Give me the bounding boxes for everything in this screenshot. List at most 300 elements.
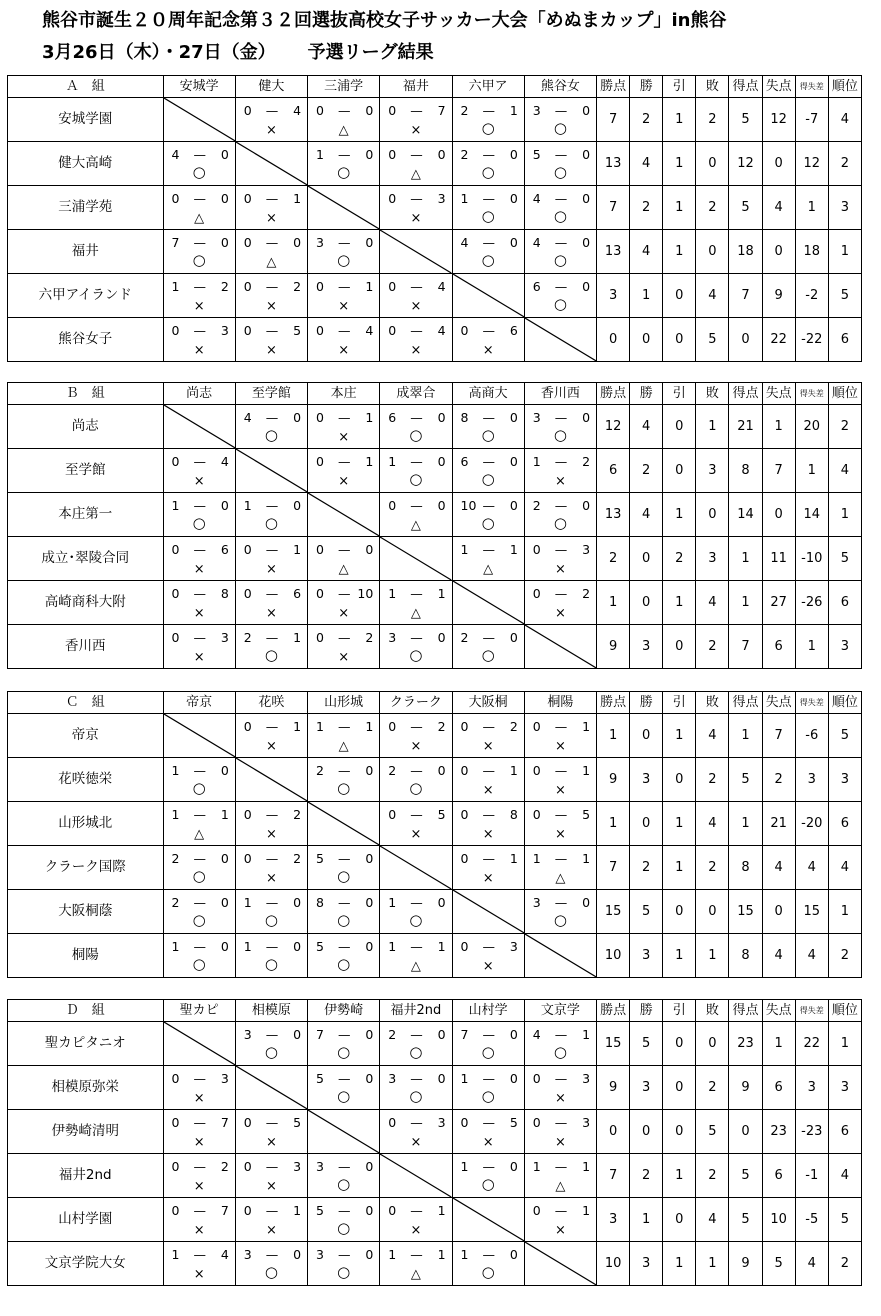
goals-for: 6 xyxy=(388,409,397,425)
result-mark: ○ xyxy=(553,118,567,137)
goals-against: 0 xyxy=(582,234,591,250)
score xyxy=(236,1112,307,1152)
score-dash: — xyxy=(265,409,279,425)
diagonal-line xyxy=(308,186,379,229)
score xyxy=(453,804,524,844)
score-dash: — xyxy=(410,1026,423,1042)
goals-against: 0 xyxy=(509,190,518,206)
goals-for: 0 xyxy=(316,278,324,294)
goals-against: 0 xyxy=(437,1026,446,1042)
table-row xyxy=(8,1154,862,1198)
score-dash: — xyxy=(338,585,351,601)
goals-for: 0 xyxy=(243,234,252,250)
self-match-cell xyxy=(452,274,524,318)
score xyxy=(308,539,379,579)
goals-for: 0 xyxy=(460,1114,469,1130)
goals-against: 1 xyxy=(293,190,302,206)
stat-value: 9 xyxy=(597,1066,630,1110)
score xyxy=(236,1244,307,1284)
stat-value: 3 xyxy=(828,625,861,669)
stat-value: 2 xyxy=(828,405,861,449)
team-name: 福井2nd xyxy=(8,1154,164,1198)
stat-value: 12 xyxy=(795,142,828,186)
match-result-cell xyxy=(163,1154,235,1198)
goals-against: 1 xyxy=(582,762,591,778)
diagonal-line xyxy=(308,1110,379,1153)
score-dash: — xyxy=(410,322,423,338)
match-result-cell xyxy=(235,846,307,890)
stat-value: 20 xyxy=(795,405,828,449)
result-mark: × xyxy=(410,122,422,138)
score xyxy=(453,320,524,360)
score xyxy=(380,627,451,667)
stat-value: -7 xyxy=(795,98,828,142)
score xyxy=(380,1200,451,1240)
stat-value: 13 xyxy=(597,142,630,186)
score xyxy=(380,892,451,932)
stat-value: 0 xyxy=(762,493,795,537)
stat-value: 0 xyxy=(663,1110,696,1154)
stat-value: 1 xyxy=(828,890,861,934)
match-result-cell xyxy=(308,934,380,978)
match-result-cell xyxy=(380,318,452,362)
goals-for: 0 xyxy=(243,1202,252,1218)
goals-for: 0 xyxy=(171,1114,180,1130)
match-result-cell xyxy=(452,714,524,758)
result-mark: × xyxy=(193,1222,205,1238)
score xyxy=(164,539,235,579)
goals-against: 0 xyxy=(293,234,302,250)
result-mark: ○ xyxy=(264,1262,278,1281)
result-mark: × xyxy=(410,298,422,314)
goals-for: 5 xyxy=(316,938,324,954)
score xyxy=(308,760,379,800)
score-dash: — xyxy=(410,718,423,734)
match-result-cell xyxy=(380,802,452,846)
stat-header: 敗 xyxy=(696,692,729,714)
match-result-cell xyxy=(380,186,452,230)
stat-value: 5 xyxy=(828,274,861,318)
result-mark: ○ xyxy=(192,250,206,269)
match-result-cell xyxy=(235,405,307,449)
group-table-c xyxy=(7,691,862,978)
team-name: 安城学園 xyxy=(8,98,164,142)
score xyxy=(164,1200,235,1240)
score-dash: — xyxy=(338,1202,351,1218)
score-dash: — xyxy=(265,278,279,294)
score xyxy=(236,583,307,623)
self-match-cell xyxy=(235,142,307,186)
goals-against: 0 xyxy=(437,453,446,469)
goals-for: 0 xyxy=(532,1202,541,1218)
stat-value: 2 xyxy=(630,1154,663,1198)
opponent-header: 三浦学 xyxy=(308,76,380,98)
score-dash: — xyxy=(265,234,279,250)
match-result-cell xyxy=(524,846,596,890)
goals-against: 0 xyxy=(220,146,229,162)
result-mark: ○ xyxy=(337,1218,351,1237)
goals-against: 0 xyxy=(293,1246,302,1262)
match-result-cell xyxy=(524,98,596,142)
stat-value: 6 xyxy=(762,625,795,669)
goals-against: 0 xyxy=(220,850,229,866)
result-mark: × xyxy=(338,342,350,358)
result-mark: ○ xyxy=(409,1086,423,1105)
match-result-cell xyxy=(308,142,380,186)
goals-against: 0 xyxy=(365,146,374,162)
goals-for: 1 xyxy=(171,1246,180,1262)
match-result-cell xyxy=(163,493,235,537)
score xyxy=(453,1244,524,1284)
stat-value: 1 xyxy=(663,802,696,846)
stat-value: 11 xyxy=(762,537,795,581)
match-result-cell xyxy=(524,405,596,449)
stat-value: 0 xyxy=(762,890,795,934)
score xyxy=(453,716,524,756)
stat-value: 1 xyxy=(663,98,696,142)
result-mark: × xyxy=(482,342,494,358)
match-result-cell xyxy=(235,1022,307,1066)
result-mark: × xyxy=(482,958,494,974)
self-match-cell xyxy=(452,581,524,625)
stat-value: 0 xyxy=(630,318,663,362)
goals-for: 1 xyxy=(171,278,180,294)
goals-for: 3 xyxy=(243,1246,252,1262)
goals-against: 3 xyxy=(220,1070,229,1086)
result-mark: △ xyxy=(194,826,205,842)
score-dash: — xyxy=(265,850,279,866)
result-mark: × xyxy=(410,210,422,226)
result-mark: × xyxy=(265,870,277,886)
score-dash: — xyxy=(482,102,496,118)
goals-against: 3 xyxy=(220,322,229,338)
result-mark: × xyxy=(482,870,494,886)
stat-value: 3 xyxy=(630,1066,663,1110)
score-dash: — xyxy=(193,762,207,778)
header-row xyxy=(8,383,862,405)
table-row xyxy=(8,1022,862,1066)
stat-value: 5 xyxy=(630,1022,663,1066)
stat-value: 3 xyxy=(630,625,663,669)
score xyxy=(236,1200,307,1240)
match-result-cell xyxy=(452,846,524,890)
score-dash: — xyxy=(554,190,568,206)
score-dash: — xyxy=(554,585,568,601)
score xyxy=(308,451,379,491)
score xyxy=(236,320,307,360)
match-result-cell xyxy=(163,230,235,274)
goals-for: 3 xyxy=(316,234,324,250)
score xyxy=(236,1024,307,1064)
stat-value: 4 xyxy=(795,846,828,890)
score-dash: — xyxy=(410,453,423,469)
result-mark: × xyxy=(554,605,566,621)
result-mark: ○ xyxy=(409,1042,423,1061)
stat-value: 6 xyxy=(828,581,861,625)
score xyxy=(525,760,596,800)
match-result-cell xyxy=(235,581,307,625)
goals-for: 2 xyxy=(460,146,469,162)
score-dash: — xyxy=(265,322,279,338)
score-dash: — xyxy=(338,938,351,954)
score xyxy=(164,451,235,491)
goals-against: 2 xyxy=(365,629,374,645)
result-mark: × xyxy=(265,122,277,138)
score-dash: — xyxy=(265,718,279,734)
result-mark: ○ xyxy=(264,954,278,973)
table-row xyxy=(8,934,862,978)
goals-for: 0 xyxy=(243,718,252,734)
result-mark: × xyxy=(193,1178,205,1194)
match-result-cell xyxy=(308,449,380,493)
match-result-cell xyxy=(308,758,380,802)
score xyxy=(453,407,524,447)
diagonal-line xyxy=(453,274,524,317)
score xyxy=(164,936,235,976)
stat-value: 5 xyxy=(729,98,762,142)
goals-for: 1 xyxy=(460,541,469,557)
goals-against: 4 xyxy=(220,1246,229,1262)
table-row xyxy=(8,1066,862,1110)
stat-header: 得点 xyxy=(729,1000,762,1022)
goals-for: 0 xyxy=(171,1070,180,1086)
match-result-cell xyxy=(308,1242,380,1286)
stat-header: 得点 xyxy=(729,383,762,405)
stat-value: 5 xyxy=(729,758,762,802)
goals-against: 1 xyxy=(582,1026,591,1042)
score xyxy=(380,1068,451,1108)
goals-for: 1 xyxy=(171,762,180,778)
score-dash: — xyxy=(338,629,351,645)
goals-for: 4 xyxy=(171,146,180,162)
stat-value: 22 xyxy=(795,1022,828,1066)
stat-value: 4 xyxy=(795,934,828,978)
score xyxy=(453,760,524,800)
result-mark: × xyxy=(482,826,494,842)
team-name: 帝京 xyxy=(8,714,164,758)
result-mark: × xyxy=(265,826,277,842)
result-mark: × xyxy=(554,782,566,798)
result-mark: ○ xyxy=(337,866,351,885)
goals-against: 0 xyxy=(293,938,302,954)
goals-for: 4 xyxy=(460,234,469,250)
result-mark: ○ xyxy=(481,162,495,181)
result-mark: △ xyxy=(555,870,566,886)
match-result-cell xyxy=(163,934,235,978)
stat-value: 9 xyxy=(597,758,630,802)
score xyxy=(525,144,596,184)
goals-against: 1 xyxy=(582,1202,591,1218)
score xyxy=(236,848,307,888)
result-mark: × xyxy=(265,298,277,314)
stat-value: 0 xyxy=(630,802,663,846)
goals-against: 0 xyxy=(220,894,229,910)
match-result-cell xyxy=(235,493,307,537)
goals-against: 0 xyxy=(509,453,518,469)
goals-for: 3 xyxy=(388,1070,397,1086)
goals-against: 0 xyxy=(220,762,229,778)
stat-value: 0 xyxy=(597,1110,630,1154)
stat-value: 4 xyxy=(630,230,663,274)
result-mark: × xyxy=(193,473,205,489)
page-subtitle xyxy=(42,38,434,64)
goals-against: 0 xyxy=(582,409,591,425)
goals-against: 0 xyxy=(509,497,518,513)
goals-for: 5 xyxy=(316,1202,324,1218)
goals-against: 0 xyxy=(365,1202,374,1218)
result-mark: × xyxy=(265,561,277,577)
result-mark: △ xyxy=(410,517,421,533)
score xyxy=(380,407,451,447)
diagonal-line xyxy=(308,493,379,536)
opponent-header: クラーク xyxy=(380,692,452,714)
score-dash: — xyxy=(410,762,423,778)
goals-for: 1 xyxy=(243,894,252,910)
stat-header: 失点 xyxy=(762,383,795,405)
match-result-cell xyxy=(163,1066,235,1110)
result-mark: × xyxy=(193,1134,205,1150)
goals-against: 1 xyxy=(582,850,591,866)
result-mark: ○ xyxy=(481,645,495,664)
goals-for: 3 xyxy=(532,894,541,910)
match-result-cell xyxy=(452,98,524,142)
stat-value: 2 xyxy=(696,758,729,802)
score xyxy=(236,539,307,579)
page-title: 熊谷市誕生２０周年記念第３２回選抜高校女子サッカー大会「めぬまカップ」in熊谷 xyxy=(42,10,727,31)
score-dash: — xyxy=(193,894,207,910)
stat-value: 2 xyxy=(630,186,663,230)
goals-for: 1 xyxy=(460,1246,469,1262)
self-match-cell xyxy=(308,493,380,537)
result-mark: ○ xyxy=(337,1174,351,1193)
stat-header: 勝点 xyxy=(597,692,630,714)
stat-value: 4 xyxy=(630,493,663,537)
score-dash: — xyxy=(554,453,568,469)
stat-header: 順位 xyxy=(828,383,861,405)
stat-value: 2 xyxy=(828,142,861,186)
result-mark: ○ xyxy=(264,645,278,664)
score-dash: — xyxy=(410,278,423,294)
match-result-cell xyxy=(163,890,235,934)
goals-for: 0 xyxy=(171,453,180,469)
score-dash: — xyxy=(554,1026,568,1042)
score-dash: — xyxy=(338,762,351,778)
score-dash: — xyxy=(554,102,568,118)
goals-for: 0 xyxy=(460,322,469,338)
result-mark: ○ xyxy=(264,513,278,532)
stat-value: 14 xyxy=(795,493,828,537)
goals-against: 1 xyxy=(582,718,591,734)
result-mark: × xyxy=(410,1222,422,1238)
result-mark: ○ xyxy=(481,425,495,444)
self-match-cell xyxy=(308,802,380,846)
diagonal-line xyxy=(380,537,451,580)
goals-for: 3 xyxy=(316,1246,324,1262)
team-name: 伊勢崎清明 xyxy=(8,1110,164,1154)
goals-for: 1 xyxy=(388,585,397,601)
stat-value: 3 xyxy=(630,934,663,978)
score xyxy=(308,936,379,976)
goals-against: 10 xyxy=(357,585,374,601)
goals-against: 8 xyxy=(509,806,518,822)
table-row xyxy=(8,581,862,625)
diagonal-line xyxy=(525,625,596,668)
score xyxy=(164,804,235,844)
result-mark: △ xyxy=(410,166,421,182)
stat-value: 3 xyxy=(630,1242,663,1286)
goals-against: 3 xyxy=(582,1070,591,1086)
goals-for: 4 xyxy=(532,1026,541,1042)
goals-against: 1 xyxy=(509,762,518,778)
goals-against: 2 xyxy=(293,806,302,822)
goals-against: 0 xyxy=(509,1158,518,1174)
stat-value: 5 xyxy=(828,714,861,758)
match-result-cell xyxy=(163,274,235,318)
stat-value: 1 xyxy=(663,934,696,978)
team-name: 大阪桐蔭 xyxy=(8,890,164,934)
goals-against: 3 xyxy=(582,541,591,557)
score xyxy=(525,451,596,491)
stat-value: 6 xyxy=(828,802,861,846)
result-mark: × xyxy=(193,298,205,314)
score xyxy=(380,804,451,844)
goals-against: 0 xyxy=(293,497,302,513)
score xyxy=(380,1244,451,1284)
opponent-header: 安城学 xyxy=(163,76,235,98)
score-dash: — xyxy=(554,1114,568,1130)
score-dash: — xyxy=(554,718,568,734)
match-result-cell xyxy=(163,802,235,846)
result-mark: ○ xyxy=(481,250,495,269)
goals-for: 1 xyxy=(388,894,397,910)
match-result-cell xyxy=(380,405,452,449)
result-mark: × xyxy=(265,605,277,621)
score xyxy=(236,804,307,844)
stat-value: 0 xyxy=(729,1110,762,1154)
self-match-cell xyxy=(524,1242,596,1286)
goals-for: 2 xyxy=(243,629,252,645)
stat-value: 6 xyxy=(762,1154,795,1198)
score-dash: — xyxy=(193,1246,207,1262)
stat-value: 10 xyxy=(762,1198,795,1242)
goals-for: 0 xyxy=(460,850,469,866)
goals-against: 7 xyxy=(220,1202,229,1218)
group-table-b xyxy=(7,382,862,669)
goals-for: 7 xyxy=(316,1026,324,1042)
result-mark: × xyxy=(338,429,350,445)
result-mark: × xyxy=(554,1222,566,1238)
result-mark: × xyxy=(554,473,566,489)
result-mark: △ xyxy=(338,561,349,577)
match-result-cell xyxy=(452,1110,524,1154)
score-dash: — xyxy=(482,409,496,425)
goals-for: 0 xyxy=(316,585,324,601)
stat-value: 6 xyxy=(597,449,630,493)
match-result-cell xyxy=(380,98,452,142)
goals-against: 8 xyxy=(220,585,229,601)
diagonal-line xyxy=(380,846,451,889)
self-match-cell xyxy=(524,934,596,978)
stat-value: 1 xyxy=(696,1242,729,1286)
stat-value: -22 xyxy=(795,318,828,362)
match-result-cell xyxy=(524,1154,596,1198)
score xyxy=(164,1244,235,1284)
result-mark: ○ xyxy=(553,206,567,225)
stat-value: 0 xyxy=(663,1198,696,1242)
goals-against: 0 xyxy=(365,894,374,910)
stat-value: -6 xyxy=(795,714,828,758)
opponent-header: 山村学 xyxy=(452,1000,524,1022)
